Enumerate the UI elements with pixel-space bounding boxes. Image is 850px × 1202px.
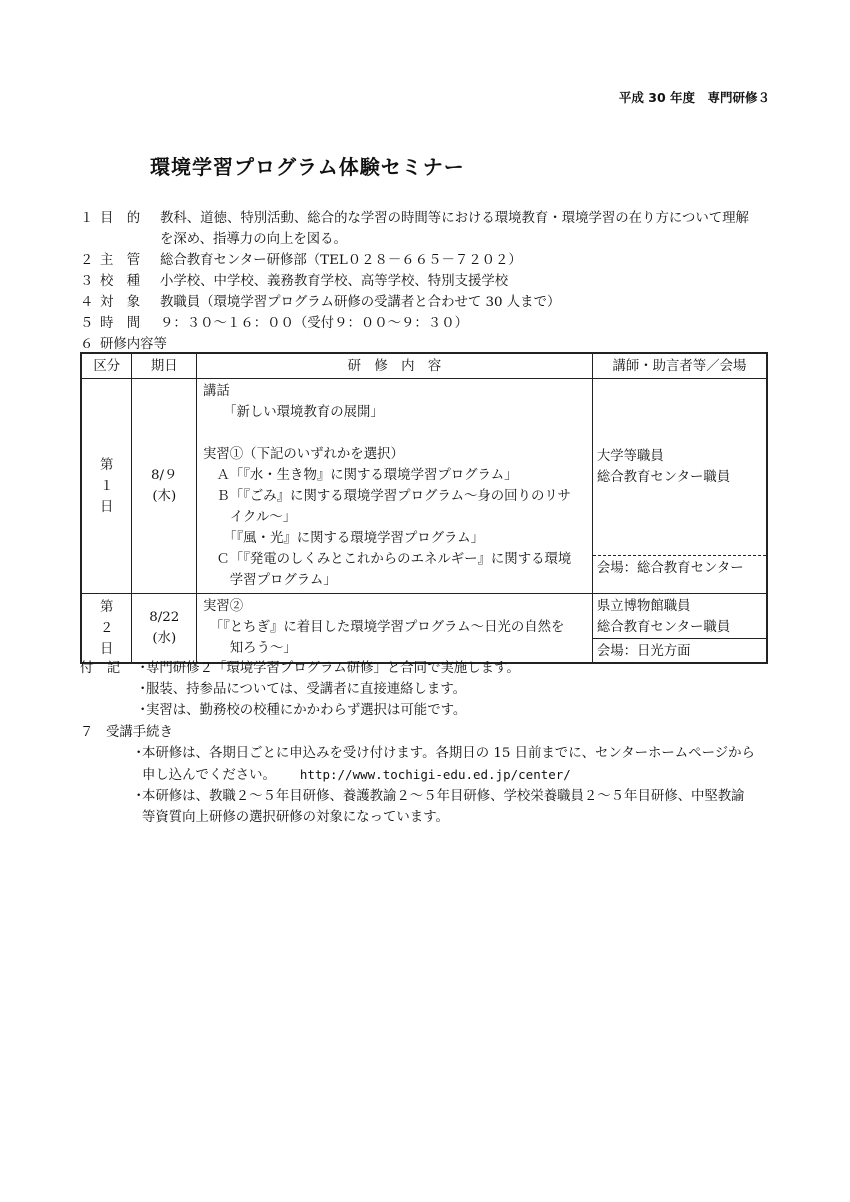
- content-line: 「『とちぎ』に着目した環境学習プログラム～日光の自然を: [203, 620, 565, 635]
- item-label: 対 象: [100, 295, 141, 310]
- item-number: ５: [80, 316, 94, 331]
- note-text: 専門研修２「環境学習プログラム研修」と合同で実施します。: [146, 661, 520, 676]
- staff-line: 県立博物館職員: [596, 599, 691, 614]
- notes-label: 付 記: [80, 661, 121, 676]
- date-text: 8/22: [149, 610, 180, 625]
- header-date: 期日: [132, 353, 197, 379]
- page-title: 環境学習プログラム体験セミナー: [150, 155, 465, 179]
- note-text: 実習は、勤務校の校種にかかわらず選択は可能です。: [146, 703, 467, 718]
- note-item: ・ 服装、持参品については、受講者に直接連絡します。: [136, 679, 466, 700]
- header-staff: 講師・助言者等／会場: [592, 353, 767, 379]
- division-text: １: [100, 478, 114, 494]
- item-label: 目 的: [100, 211, 141, 226]
- item-value: 教職員（環境学習プログラム研修の受講者と合わせて 30 人まで）: [160, 295, 561, 310]
- notes-section: [80, 658, 780, 721]
- item-value: ９：３０～１６：００（受付９：００～９：３０）: [160, 316, 468, 331]
- table-row: [81, 379, 767, 594]
- item-number: ２: [80, 253, 94, 268]
- header-division: 区分: [81, 353, 132, 379]
- division-cell: [81, 594, 132, 664]
- staff-line: 総合教育センター職員: [596, 620, 731, 635]
- table-header-row: [81, 353, 767, 379]
- staff-line: 大学等職員: [596, 449, 664, 464]
- procedure-line: 等資質向上研修の選択研修の対象になっています。: [142, 810, 449, 825]
- list-item: [80, 292, 780, 313]
- division-text: 日: [100, 641, 114, 657]
- weekday-text: (水): [152, 631, 177, 646]
- item-line: を深め、指導力の向上を図る。: [160, 232, 347, 247]
- content-line: Ｃ「『発電のしくみとこれからのエネルギー』に関する環境: [203, 552, 572, 567]
- staff-cell: [592, 594, 767, 664]
- year-label: 平成 30 年度 専門研修３: [618, 90, 770, 105]
- list-item: [80, 313, 780, 334]
- schedule-table: [80, 352, 768, 664]
- note-row: [80, 700, 780, 721]
- item-label: 校 種: [100, 274, 141, 289]
- header-content: 研 修 内 容: [197, 353, 593, 379]
- note-item: ・ 専門研修２「環境学習プログラム研修」と合同で実施します。: [136, 658, 520, 679]
- procedure-line: 本研修は、各期日ごとに申込みを受け付けます。各期日の 15 日前までに、センターホームページから: [142, 746, 755, 761]
- item-line: 教科、道徳、特別活動、総合的な学習の時間等における環境教育・環境学習の在り方について理解: [160, 211, 749, 226]
- content-line: イクル～」: [203, 510, 297, 525]
- table-row: [81, 594, 767, 664]
- content-line: 学習プログラム」: [203, 573, 337, 588]
- date-cell: [132, 594, 197, 664]
- list-item: [80, 250, 780, 271]
- content-cell: [197, 594, 593, 664]
- staff-line: 総合教育センター職員: [596, 470, 731, 485]
- item-number: ３: [80, 274, 94, 289]
- procedure-heading: [80, 722, 780, 743]
- item-label: 時 間: [100, 316, 141, 331]
- list-item: [80, 271, 780, 292]
- item-number: ６: [80, 337, 94, 352]
- content-line: [203, 423, 586, 444]
- content-line: 講話: [203, 384, 230, 399]
- weekday-text: (木): [152, 489, 177, 504]
- note-item: ・ 実習は、勤務校の校種にかかわらず選択は可能です。: [136, 700, 466, 721]
- division-text: ２: [100, 620, 114, 636]
- venue: 会場：総合教育センター: [593, 555, 766, 579]
- note-row: [80, 679, 780, 700]
- content-line: 実習②: [203, 599, 244, 614]
- content-line: Ｂ「『ごみ』に関する環境学習プログラム～身の回りのリサ: [203, 489, 571, 504]
- list-item: [80, 208, 780, 250]
- content-line: Ａ「『水・生き物』に関する環境学習プログラム」: [203, 468, 518, 483]
- division-text: 第: [100, 599, 114, 615]
- division-text: 日: [100, 499, 114, 515]
- procedure-section: [80, 722, 780, 828]
- procedure-item: ・ 本研修は、教職２～５年目研修、養護教諭２～５年目研修、学校栄養職員２～５年目研修、中堅教諭 等資質向上研修の選択研修の対象になっています。: [132, 786, 780, 828]
- content-cell: [197, 379, 593, 594]
- item-number: ４: [80, 295, 94, 310]
- procedure-number: ７: [80, 725, 94, 740]
- procedure-label: 受講手続き: [106, 725, 173, 740]
- staff-list: [593, 594, 766, 638]
- venue: 会場：日光方面: [593, 638, 766, 662]
- staff-list: [593, 379, 766, 555]
- staff-cell: [592, 379, 767, 594]
- procedure-line: 本研修は、教職２～５年目研修、養護教諭２～５年目研修、学校栄養職員２～５年目研修、中堅教諭: [142, 789, 745, 804]
- content-line: 「『風・光』に関する環境学習プログラム」: [203, 531, 485, 546]
- content-line: 知ろう～」: [203, 641, 297, 656]
- item-value: 小学校、中学校、義務教育学校、高等学校、特別支援学校: [160, 274, 509, 289]
- center-url-link[interactable]: http://www.tochigi-edu.ed.jp/center/: [299, 767, 571, 782]
- item-value: [160, 208, 780, 250]
- content-line: 「新しい環境教育の展開」: [203, 405, 384, 420]
- division-text: 第: [100, 457, 114, 473]
- date-cell: [132, 379, 197, 594]
- content-line: 実習①（下記のいずれかを選択）: [203, 447, 404, 462]
- procedure-item: ・ 本研修は、各期日ごとに申込みを受け付けます。各期日の 15 日前までに、センターホームページから 申し込んでください。 http://www.tochigi-edu.ed.jp/center/: [132, 743, 780, 786]
- item-label: 主 管: [100, 253, 141, 268]
- procedure-line: 申し込んでください。: [142, 768, 276, 783]
- note-text: 服装、持参品については、受講者に直接連絡します。: [146, 682, 467, 697]
- item-label: 研修内容等: [100, 337, 167, 352]
- item-value: 総合教育センター研修部（TEL０２８－６６５－７２０２）: [160, 253, 522, 268]
- info-list: [80, 208, 780, 355]
- item-number: １: [80, 211, 94, 226]
- note-row: [80, 658, 780, 679]
- division-cell: [81, 379, 132, 594]
- date-text: 8/９: [151, 468, 178, 483]
